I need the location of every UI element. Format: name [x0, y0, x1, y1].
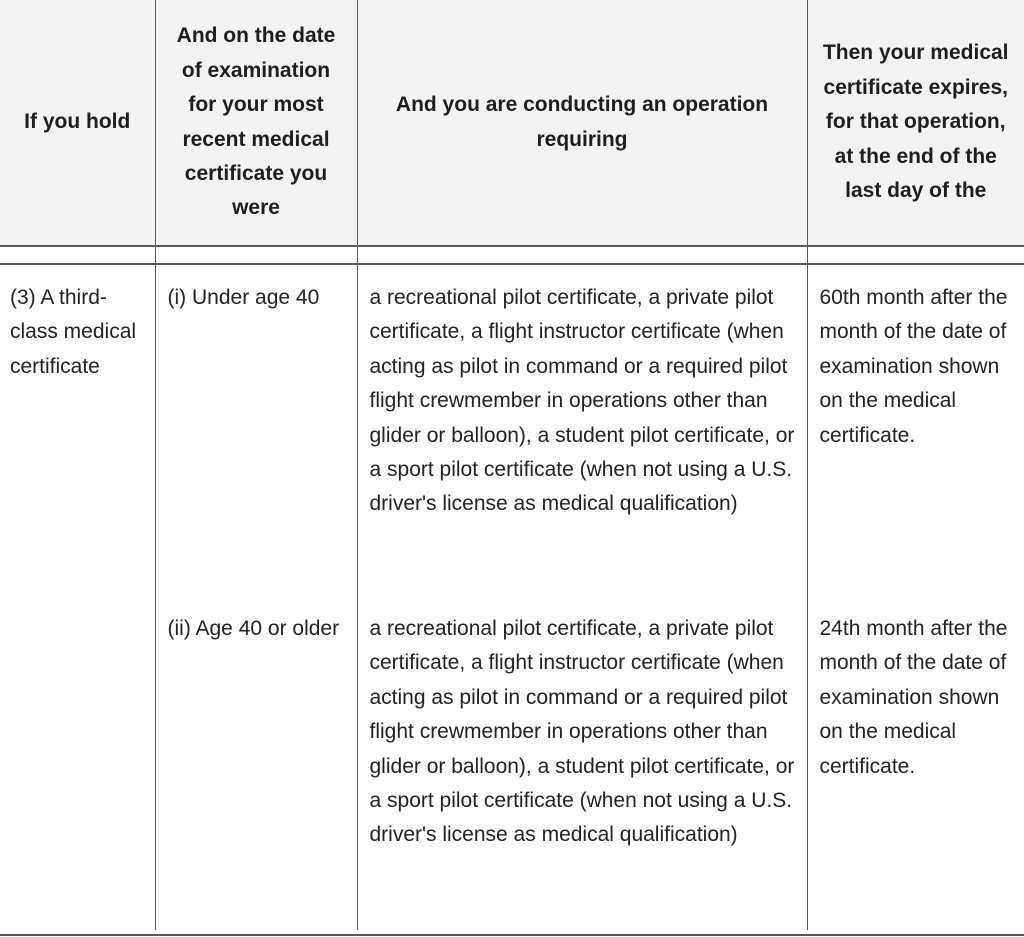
cell-expiry: 24th month after the month of the date of examination shown on the medical certificate.: [807, 598, 1024, 930]
cell-operation: a recreational pilot certificate, a private pilot certificate, a flight instructor certificate (when acting as pilot in command or a required pilot flight crewmember in operations other than glider or balloon), a student pilot certificate, or a sport pilot certificate (when not using a U.S. driver's license as medical qualification): [357, 598, 807, 930]
table-body: [0, 246, 1024, 930]
cell-certificate-class: [0, 598, 155, 930]
table-header: [0, 0, 1024, 246]
separator-cell: [357, 246, 807, 264]
cell-age: (i) Under age 40: [155, 264, 357, 598]
header-certificate-expires: Then your medical certificate expires, for that operation, at the end of the last day of the: [807, 0, 1024, 246]
header-if-you-hold: If you hold: [0, 0, 155, 246]
separator-cell: [0, 246, 155, 264]
separator-cell: [807, 246, 1024, 264]
table-row: [0, 264, 1024, 598]
header-separator-row: [0, 246, 1024, 264]
header-row: [0, 0, 1024, 246]
separator-cell: [155, 246, 357, 264]
header-age-at-examination: And on the date of examination for your most recent medical certificate you were: [155, 0, 357, 246]
cell-age: (ii) Age 40 or older: [155, 598, 357, 930]
cell-certificate-class: (3) A third-class medical certificate: [0, 264, 155, 598]
cell-expiry: 60th month after the month of the date of examination shown on the medical certificate.: [807, 264, 1024, 598]
table-row: [0, 598, 1024, 930]
header-operation-requiring: And you are conducting an operation requiring: [357, 0, 807, 246]
table-bottom-border: [0, 934, 1024, 936]
cell-operation: a recreational pilot certificate, a private pilot certificate, a flight instructor certificate (when acting as pilot in command or a required pilot flight crewmember in operations other than glider or balloon), a student pilot certificate, or a sport pilot certificate (when not using a U.S. driver's license as medical qualification): [357, 264, 807, 598]
